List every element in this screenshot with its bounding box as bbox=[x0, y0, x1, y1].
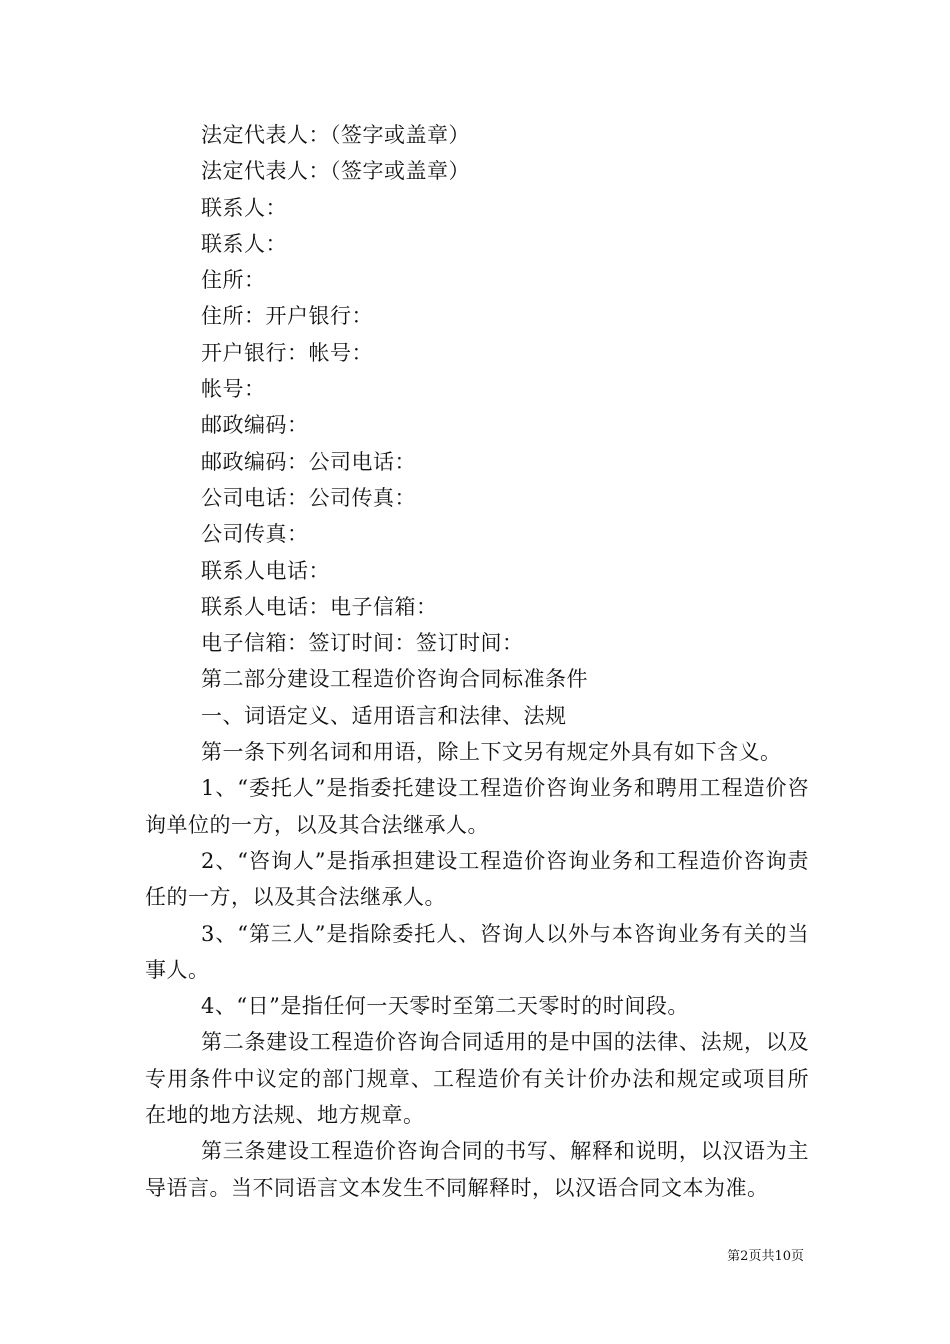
text-line: 邮政编码：公司电话： bbox=[201, 449, 416, 474]
text-line: 公司传真： bbox=[201, 522, 309, 547]
text-line: 法定代表人：（签字或盖章） bbox=[201, 123, 470, 147]
definition-paragraph: 1、“委托人”是指委托建设工程造价咨询业务和聘用工程造价咨询单位的一方，以及其合法继承人。 bbox=[145, 776, 809, 837]
definition-paragraph: 4、“日”是指任何一天零时至第二天零时的时间段。 bbox=[201, 994, 689, 1019]
page-number-footer: 第2页共10页 bbox=[727, 1249, 804, 1264]
definition-paragraph: 3、“第三人”是指除委托人、咨询人以外与本咨询业务有关的当事人。 bbox=[145, 921, 809, 982]
text-line: 住所： bbox=[201, 268, 266, 293]
article-intro: 第一条下列名词和用语，除上下文另有规定外具有如下含义。 bbox=[201, 740, 782, 765]
text-line: 开户银行：帐号： bbox=[201, 340, 373, 365]
article-paragraph: 第三条建设工程造价咨询合同的书写、解释和说明，以汉语为主导语言。当不同语言文本发生不同解释时，以汉语合同文本为准。 bbox=[145, 1139, 809, 1200]
text-line: 电子信箱：签订时间：签订时间： bbox=[201, 631, 524, 656]
text-line: 法定代表人：（签字或盖章） bbox=[201, 159, 470, 184]
document-body bbox=[145, 117, 809, 1206]
section-heading: 第二部分建设工程造价咨询合同标准条件 bbox=[201, 667, 588, 692]
definition-paragraph: 2、“咨询人”是指承担建设工程造价咨询业务和工程造价咨询责任的一方，以及其合法继承人。 bbox=[145, 848, 809, 910]
text-line: 公司电话：公司传真： bbox=[201, 485, 416, 510]
text-line: 联系人： bbox=[201, 231, 287, 256]
text-line: 联系人： bbox=[201, 195, 287, 220]
article-paragraph: 第二条建设工程造价咨询合同适用的是中国的法律、法规，以及专用条件中议定的部门规章、工程造价有关计价办法和规定或项目所在地的地方法规、地方规章。 bbox=[145, 1030, 809, 1128]
text-line: 联系人电话： bbox=[201, 558, 330, 583]
text-line: 帐号： bbox=[201, 377, 266, 402]
text-line: 邮政编码： bbox=[201, 413, 309, 438]
text-line: 住所：开户银行： bbox=[201, 304, 373, 329]
text-line: 联系人电话：电子信箱： bbox=[201, 594, 438, 619]
subsection-heading: 一、词语定义、适用语言和法律、法规 bbox=[201, 703, 567, 728]
